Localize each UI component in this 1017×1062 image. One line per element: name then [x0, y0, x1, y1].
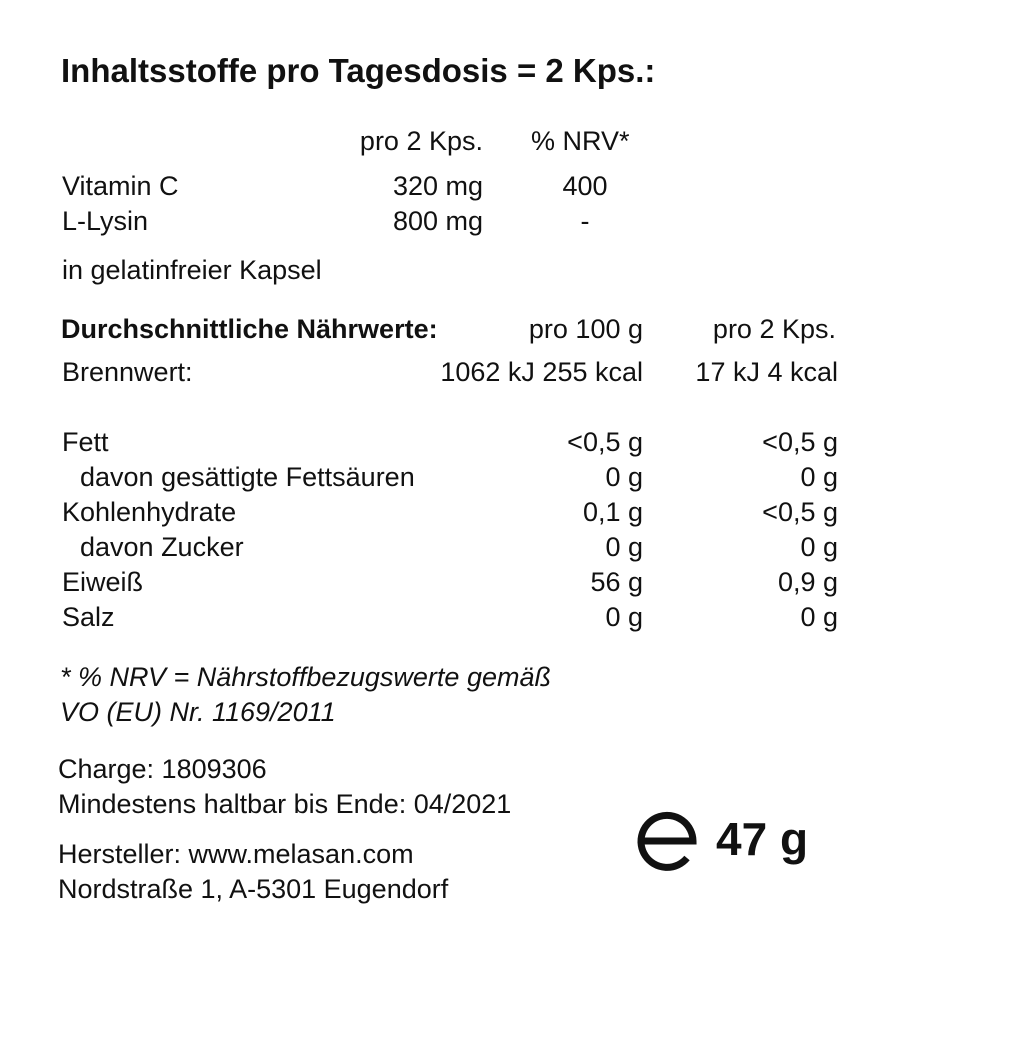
batch-number: Charge: 1809306 — [58, 754, 267, 784]
nutrient-per2: <0,5 g — [762, 427, 838, 457]
nutrient-per100: 0,1 g — [582, 497, 643, 527]
ingredient-name: L-Lysin — [62, 206, 149, 236]
nutrient-label: Eiweiß — [62, 567, 144, 597]
page-title: Inhaltsstoffe pro Tagesdosis = 2 Kps.: — [61, 52, 656, 89]
ingredient-nrv: 400 — [562, 171, 608, 201]
manufacturer-website: Hersteller: www.melasan.com — [58, 839, 414, 869]
nutrient-per2: 0 g — [800, 532, 838, 562]
nutrient-per100: <0,5 g — [567, 427, 643, 457]
nutrient-per100: 56 g — [590, 567, 643, 597]
ingredient-name: Vitamin C — [62, 171, 179, 201]
nrv-footnote: * % NRV = Nährstoffbezugswerte gemäß — [60, 662, 551, 692]
ingredients-col-dose: pro 2 Kps. — [359, 126, 483, 156]
energy-per2: 17 kJ 4 kcal — [695, 357, 838, 387]
nutrient-label: Fett — [62, 427, 109, 457]
nutrient-per100: 0 g — [605, 462, 643, 492]
ingredients-col-nrv: % NRV* — [531, 126, 630, 156]
e-mark-icon — [632, 810, 702, 877]
regulation-reference: VO (EU) Nr. 1169/2011 — [60, 697, 336, 727]
energy-per100: 1062 kJ 255 kcal — [440, 357, 643, 387]
capsule-note: in gelatinfreier Kapsel — [62, 255, 322, 285]
manufacturer-address: Nordstraße 1, A-5301 Eugendorf — [58, 874, 449, 904]
nutrition-col-2kps: pro 2 Kps. — [712, 314, 836, 344]
net-weight: 47 g — [716, 813, 809, 865]
ingredient-dose: 800 mg — [392, 206, 483, 236]
nutrient-label: Kohlenhydrate — [62, 497, 237, 527]
nutrition-col-100g: pro 100 g — [528, 314, 643, 344]
nutrient-per2: 0,9 g — [777, 567, 838, 597]
ingredient-nrv: - — [580, 206, 590, 236]
nutrient-per2: 0 g — [800, 462, 838, 492]
ingredient-dose: 320 mg — [392, 171, 483, 201]
nutrient-per100: 0 g — [605, 532, 643, 562]
nutrition-heading: Durchschnittliche Nährwerte: — [61, 314, 438, 344]
nutrient-label: davon gesättigte Fettsäuren — [80, 462, 415, 492]
nutrient-per2: <0,5 g — [762, 497, 838, 527]
nutrient-per100: 0 g — [605, 602, 643, 632]
energy-label: Brennwert: — [62, 357, 193, 387]
nutrient-label: davon Zucker — [80, 532, 244, 562]
nutrient-label: Salz — [62, 602, 115, 632]
nutrient-per2: 0 g — [800, 602, 838, 632]
best-before-date: Mindestens haltbar bis Ende: 04/2021 — [58, 789, 512, 819]
